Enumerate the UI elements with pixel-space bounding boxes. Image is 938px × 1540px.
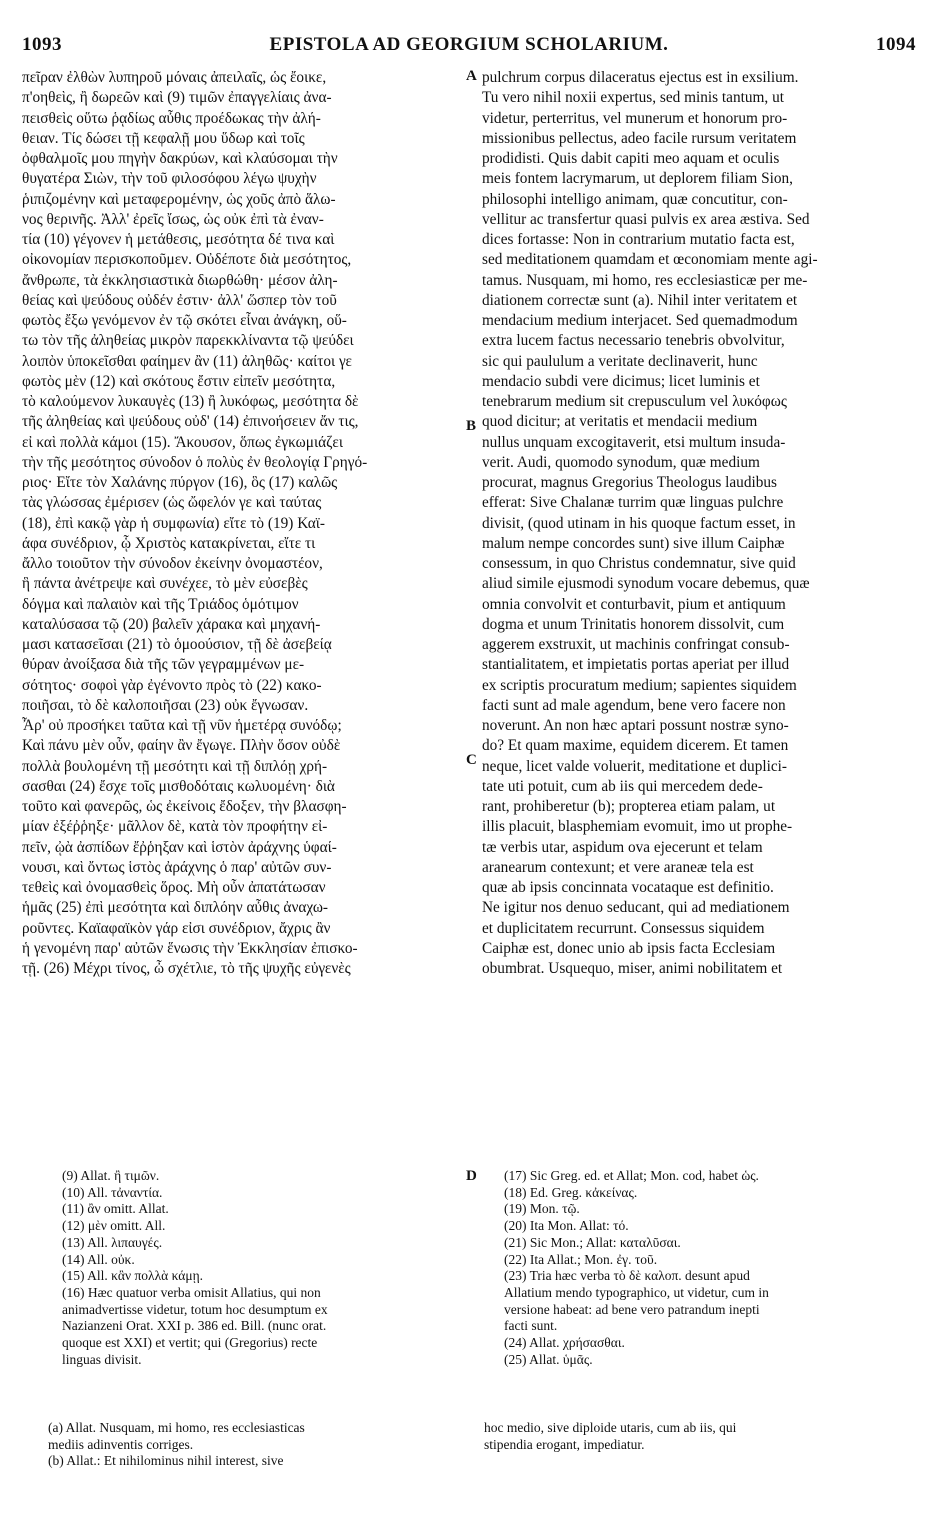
footnote-line: (10) All. τἀναντία. (62, 1184, 163, 1200)
greek-text-line: ριος· Εἴτε τὸν Χαλάνης πύργον (16), ὃς (17) καλῶς (22, 474, 338, 491)
greek-text-line: τὰς γλώσσας ἐμέρισεν (ὡς ὤφελόν γε καὶ ταύτας (22, 494, 322, 512)
latin-text-line: pulchrum corpus dilaceratus ejectus est in exsilium. (482, 69, 799, 86)
footnote-line: (11) ἂν omitt. Allat. (62, 1201, 169, 1217)
latin-text-line: noverunt. An non hæc aptari possunt nostræ syno- (482, 717, 789, 734)
latin-text-line: et duplicitatem recurrunt. Consessus siquidem (482, 919, 765, 937)
latin-text-line: malum nempe concordes sunt) sive illum Caiphæ (482, 534, 785, 552)
footnote-line: (23) Tria hæc verba τὸ δὲ καλοπ. desunt apud (504, 1268, 750, 1284)
latin-text-line: verit. Audi, quomodo synodum, quæ medium (482, 453, 760, 471)
latin-text-line: mendacio subdi vere dicimus; licet luminis et (482, 372, 760, 390)
latin-text-line: tamus. Nusquam, mi homo, res ecclesiasticæ per me- (482, 271, 808, 289)
greek-text-line: άφα συνέδριον, ᾧ Χριστὸς κατακρίνεται, εἴτε τι (22, 534, 316, 552)
greek-text-line: ἡ γενομένη παρ' αὐτῶν ἕνωσις τὴν Ἐκκλησίαν ἐπισκο- (22, 939, 358, 957)
footnote-line: (25) Allat. ὑμᾶς. (504, 1351, 593, 1367)
latin-note-line: (b) Allat.: Et nihilominus nihil interest, sive (48, 1453, 284, 1469)
latin-text-line: tate uti potuit, cum ab iis qui mercedem dede- (482, 777, 763, 795)
greek-text-column (22, 68, 462, 979)
greek-text-line: πεῖν, ᾠὰ ἀσπίδων ἔῤῥηξαν καὶ ἱστὸν ἀράχνης ὑφαί- (22, 838, 337, 856)
footnote-line: (15) All. κἂν πολλὰ κάμῃ. (62, 1268, 204, 1284)
greek-text-line: πεῖραν ἐλθὼν λυπηροῦ μόναις ἀπειλαῖς, ὡς ἔοικε, (22, 69, 327, 86)
greek-text-line: θυγατέρα Σιὼν, τὴν τοῦ φιλοσόφου λέγω ψυχὴν (22, 170, 317, 188)
latin-text-line: Tu vero nihil noxii expertus, sed minis tantum, ut (482, 89, 784, 107)
greek-text-line: δόγμα καὶ παλαιὸν καὶ τῆς Τριάδος ὁμότιμον (22, 595, 299, 613)
greek-text-line: τω τὸν τῆς ἀληθείας μικρὸν παρεκκλίναντα τῷ ψεύδει (22, 332, 354, 350)
latin-text-line: ex scriptis procuratum medium; sapientes siquidem (482, 676, 797, 694)
footnote-line: (19) Mon. τῷ. (504, 1201, 580, 1217)
latin-note-line: mediis adinventis corriges. (48, 1436, 194, 1452)
greek-text-line: καταλύσασα τῷ (20) βαλεῖν χάρακα καὶ μηχανή- (22, 615, 321, 633)
latin-text-line: Caiphæ est, donec unio ab ipsis facta Ecclesiam (482, 939, 776, 957)
footnote-line: quoque est XXI) et vertit; qui (Gregorius) recte (62, 1335, 318, 1351)
page-number-left: 1093 (22, 34, 62, 55)
greek-text-line: ὀφθαλμοῖς μου πηγὴν δακρύων, καὶ κλαύσομαι τὴν (22, 150, 338, 167)
greek-text-line: (18), ἐπὶ κακῷ γὰρ ἡ συμφωνία) εἴτε τὸ (19) Καϊ- (22, 514, 325, 532)
running-header (22, 34, 916, 64)
latin-text-line: extra lucem factus necessario tenebris obvolvitur, (482, 332, 785, 350)
latin-text-line: dices fortasse: Non in contrarium mutatio facta est, (482, 231, 795, 248)
latin-text-line: vellitur ac transfertur quasi pulvis ex area æstiva. Sed (482, 210, 810, 228)
greek-text-line: λοιπὸν ὑποκεῖσθαι φαίημεν ἂν (11) ἀληθῶς· καίτοι γε (22, 352, 352, 370)
footnote-line: versione habeat: ad bene vero patrandum inepti (504, 1301, 760, 1317)
footnote-line: (21) Sic Mon.; Allat: καταλῦσαι. (504, 1234, 681, 1250)
running-title: EPISTOLA AD GEORGIUM SCHOLARIUM. (269, 34, 669, 55)
latin-text-line: dogma et unum Trinitatis honorem dissolvit, cum (482, 615, 785, 633)
footnote-line: (22) Ita Allat.; Mon. ἐγ. τοῦ. (504, 1251, 658, 1267)
latin-text-line: efferat: Sive Chalanæ turrim quæ linguas pulchre (482, 494, 784, 512)
greek-text-line: Ἆρ' οὐ προσήκει ταῦτα καὶ τῇ νῦν ἡμετέρᾳ συνόδῳ; (22, 717, 342, 734)
greek-text-line: εἰ καὶ πολλὰ κάμοι (15). Ἄκουσον, ὅπως ἐγκωμιάζει (22, 433, 343, 451)
page-number-right: 1094 (876, 34, 916, 55)
greek-text-line: Καὶ πάνυ μὲν οὖν, φαίην ἂν ἔγωγε. Πλὴν ὅσον οὐδὲ (22, 737, 341, 755)
greek-text-line: σασθαι (24) ἔσχε τοῖς μισθοδόταις κωλυομένη· διὰ (22, 777, 335, 795)
greek-text-line: ἄλλο τοιοῦτον τὴν σύνοδον ἐκείνην ὀνομαστέον, (22, 555, 323, 572)
latin-text-line: aliud simile ejusmodi synodum vocare debemus, quæ (482, 575, 810, 593)
greek-text-line: ἡμᾶς (25) ἐπὶ μεσότητα καὶ διπλόην αὖθις ἀναχω- (22, 899, 328, 917)
greek-text-line: ῥιπιζομένην καὶ μεταφερομένην, ὡς χοῦς ἀπὸ ἅλω- (22, 190, 336, 208)
latin-text-line: tæ verbis utar, aspidum ova ejecerunt et telam (482, 838, 763, 856)
latin-text-line: neque, licet valde voluerit, meditatione et duplici- (482, 757, 787, 775)
latin-text-line: consessum, in quo Christus condemnatur, sive quid (482, 555, 796, 572)
footnote-line: (16) Hæc quatuor verba omisit Allatius, qui non (62, 1284, 321, 1300)
footnote-line: linguas divisit. (62, 1351, 142, 1367)
footnote-line: animadvertisse videtur, totum hoc desumptum ex (62, 1301, 328, 1317)
greek-text-line: οἰκονομίαν περισκοποῦμεν. Οὐδέποτε διὰ μεσότητος, (22, 251, 352, 269)
latin-text-line: stantialitatem, et impietatis portas aperiat per illud (482, 656, 790, 674)
greek-text-line: ἣ πάντα ἀνέτρεψε καὶ συνέχεε, τὸ μὲν εὐσεβὲς (22, 575, 308, 593)
greek-text-line: ροῦντες. Καϊαφαϊκὸν γάρ εἰσι συνέδριον, ἄχρις ἂν (22, 919, 331, 937)
footnotes-latin-continued (484, 1420, 904, 1453)
greek-text-line: τία (10) γέγονεν ἡ μετάθεσις, μεσότητα δέ τινα καὶ (22, 231, 335, 248)
margin-marker-a: A (466, 68, 477, 84)
latin-text-line: quæ ab ipsis concinnata vocataque est definitio. (482, 879, 774, 896)
footnotes-greek-continued (504, 1168, 902, 1368)
latin-text-line: do? Et quam maxime, equidem dicerem. Et tamen (482, 737, 789, 755)
latin-note-line: stipendia erogant, impediatur. (484, 1436, 645, 1452)
greek-text-line: μίαν ἐξέῤῥηξε· μᾶλλον δὲ, κατὰ τὸν προφήτην εἰ- (22, 818, 328, 836)
latin-text-line: Ne igitur nos denuo seducant, qui ad mediationem (482, 899, 790, 917)
latin-text-column (482, 68, 900, 979)
margin-marker-b: B (466, 418, 477, 434)
latin-text-line: sed meditationem quamdam et œconomiam mente agi- (482, 251, 818, 269)
greek-text-line: τῆς ἀληθείας καὶ ψεύδους οὐδ' (14) ἐπινοήσειεν ἄν τις, (22, 413, 359, 431)
greek-text-line: θειαν. Τίς δώσει τῇ κεφαλῇ μου ὕδωρ καὶ τοῖς (22, 129, 305, 147)
greek-text-line: νος θερινῆς. Ἀλλ' ἐρεῖς ἴσως, ὡς οὐκ ἐπὶ τὰ ἐναν- (22, 210, 324, 228)
greek-text-line: μασι κατασεῖσαι (21) τὸ ὁμοούσιον, τῇ δὲ ἀσεβείᾳ (22, 636, 332, 653)
greek-text-line: τῇ. (26) Μέχρι τίνος, ὦ σχέτλιε, τὸ τῆς ψυχῆς εὐγενὲς (22, 960, 351, 977)
latin-text-line: aranearum contexunt; et vere araneæ tela est (482, 858, 754, 876)
greek-text-line: σότητος· σοφοὶ γὰρ ἐγένοντο πρὸς τὸ (22) κακο- (22, 676, 322, 694)
latin-text-line: divisit, (quod utinam in his quoque factum esset, in (482, 514, 796, 532)
greek-text-line: ποιῆσαι, τὸ δὲ καλοποιῆσαι (23) οὐκ ἔγνωσαν. (22, 696, 309, 714)
footnote-line: (12) μὲν omitt. All. (62, 1218, 166, 1234)
greek-text-line: τοῦτο καὶ φανερῶς, ὡς ἐκείνοις ἔδοξεν, τὴν βλασφη- (22, 798, 347, 815)
greek-text-line: τὴν τῆς μεσότητος σύνοδον ὁ πολὺς ἐν θεολογίᾳ Γρηγό- (22, 453, 368, 471)
footnote-line: Allatium mendo typographico, ut videtur, cum in (504, 1284, 769, 1300)
footnotes-greek (62, 1168, 460, 1368)
latin-text-line: rant, prohiberetur (b); propterea etiam palam, ut (482, 798, 776, 815)
latin-text-line: tenebrarum medium sit crepusculum vel λυκόφως (482, 393, 787, 410)
footnote-line: (18) Ed. Greg. κἀκείνας. (504, 1184, 638, 1200)
latin-note-line: (a) Allat. Nusquam, mi homo, res ecclesiasticas (48, 1420, 305, 1435)
latin-text-line: videtur, perterritus, vel munerum et honorum pro- (482, 109, 788, 127)
latin-text-line: illis placuit, blasphemiam evomuit, imo ut prophe- (482, 818, 793, 836)
latin-text-line: missionibus pellectus, adeo facile rursum veritatem (482, 129, 797, 147)
greek-text-line: φωτὸς ἔξω γενόμενον ἐν τῷ σκότει εἶναι ἀνάγκη, οὕ- (22, 312, 347, 329)
greek-text-line: τεθεὶς καὶ ὀνομασθεὶς ὅρος. Μὴ οὖν ἀπατάτωσαν (22, 879, 326, 896)
latin-text-line: meis fontem lacrymarum, ut deplorem filiam Sion, (482, 170, 793, 188)
latin-text-line: aggerem exstruxit, ut machinis confringat consub- (482, 636, 790, 653)
footnote-line: (13) All. λιπαυγές. (62, 1234, 163, 1250)
latin-text-line: procurat, magnus Gregorius Theologus laudibus (482, 474, 777, 491)
latin-text-line: quod dicitur; at veritatis et mendacii medium (482, 413, 758, 431)
footnote-line: Nazianzeni Orat. XXI p. 386 ed. Bill. (nunc orat. (62, 1318, 327, 1334)
latin-text-line: philosophi intelligo animam, quæ concutitur, con- (482, 190, 788, 208)
latin-text-line: sic qui paululum a veritate declinaverit, hunc (482, 352, 758, 370)
latin-text-line: prodidisti. Quis dabit capiti meo aquam et oculis (482, 150, 780, 167)
greek-text-line: π'οηθεὶς, ἢ δωρεῶν καὶ (9) τιμῶν ἐπαγγελίαις ἀνα- (22, 89, 332, 107)
latin-text-line: diationem correctæ sunt (a). Nihil inter veritatem et (482, 291, 798, 309)
latin-note-line: hoc medio, sive diploide utaris, cum ab iis, qui (484, 1420, 737, 1435)
greek-text-line: πολλὰ βουλομένη τῇ μεσότητι καὶ τῇ διπλόῃ χρή- (22, 757, 328, 775)
margin-marker-c: C (466, 752, 477, 768)
greek-text-line: τὸ καλούμενον λυκαυγὲς (13) ἢ λυκόφως, μεσότητα δὲ (22, 393, 359, 410)
greek-text-line: φωτὸς μὲν (12) καὶ σκότους ἔστιν εἰπεῖν μεσότητα, (22, 372, 336, 390)
greek-text-line: νουσι, καὶ ὄντως ἱστὸς ἀράχνης ὁ παρ' αὐτῶν συν- (22, 858, 332, 876)
greek-text-line: θύραν ἀνοίξασα διὰ τῆς τῶν γεγραμμένων με- (22, 656, 305, 674)
footnote-line: (20) Ita Mon. Allat: τό. (504, 1218, 629, 1234)
greek-text-line: θείας καὶ ψεύδους οὐδέν ἐστιν· ἀλλ' ὥσπερ τὸν τοῦ (22, 291, 337, 309)
latin-text-line: facti sunt ad male agendum, bene vero facere non (482, 696, 786, 714)
latin-text-line: obumbrat. Usquequo, miser, animi nobilitatem et (482, 960, 783, 977)
latin-text-line: mendacium medium interjacet. Sed quemadmodum (482, 312, 798, 329)
greek-text-line: ἄνθρωπε, τὰ ἐκκλησιαστικὰ διωρθώθη· μέσον ἀλη- (22, 271, 338, 289)
footnote-line: (9) Allat. ἢ τιμῶν. (62, 1168, 160, 1183)
margin-marker-d: D (466, 1168, 477, 1184)
footnote-line: (24) Allat. χρήσασθαι. (504, 1335, 625, 1351)
greek-text-line: πεισθεὶς οὕτω ῥᾳδίως αὖθις προέδωκας τὴν ἀλή- (22, 109, 321, 127)
footnote-line: (17) Sic Greg. ed. et Allat; Mon. cod, habet ὡς. (504, 1168, 759, 1183)
latin-text-line: omnia convolvit et conturbavit, pium et antiquum (482, 595, 786, 613)
footnote-line: (14) All. οὐκ. (62, 1251, 135, 1267)
footnote-line: facti sunt. (504, 1318, 558, 1334)
footnotes-latin (48, 1420, 460, 1470)
latin-text-line: nullus unquam excogitaverit, etsi multum insuda- (482, 433, 786, 451)
